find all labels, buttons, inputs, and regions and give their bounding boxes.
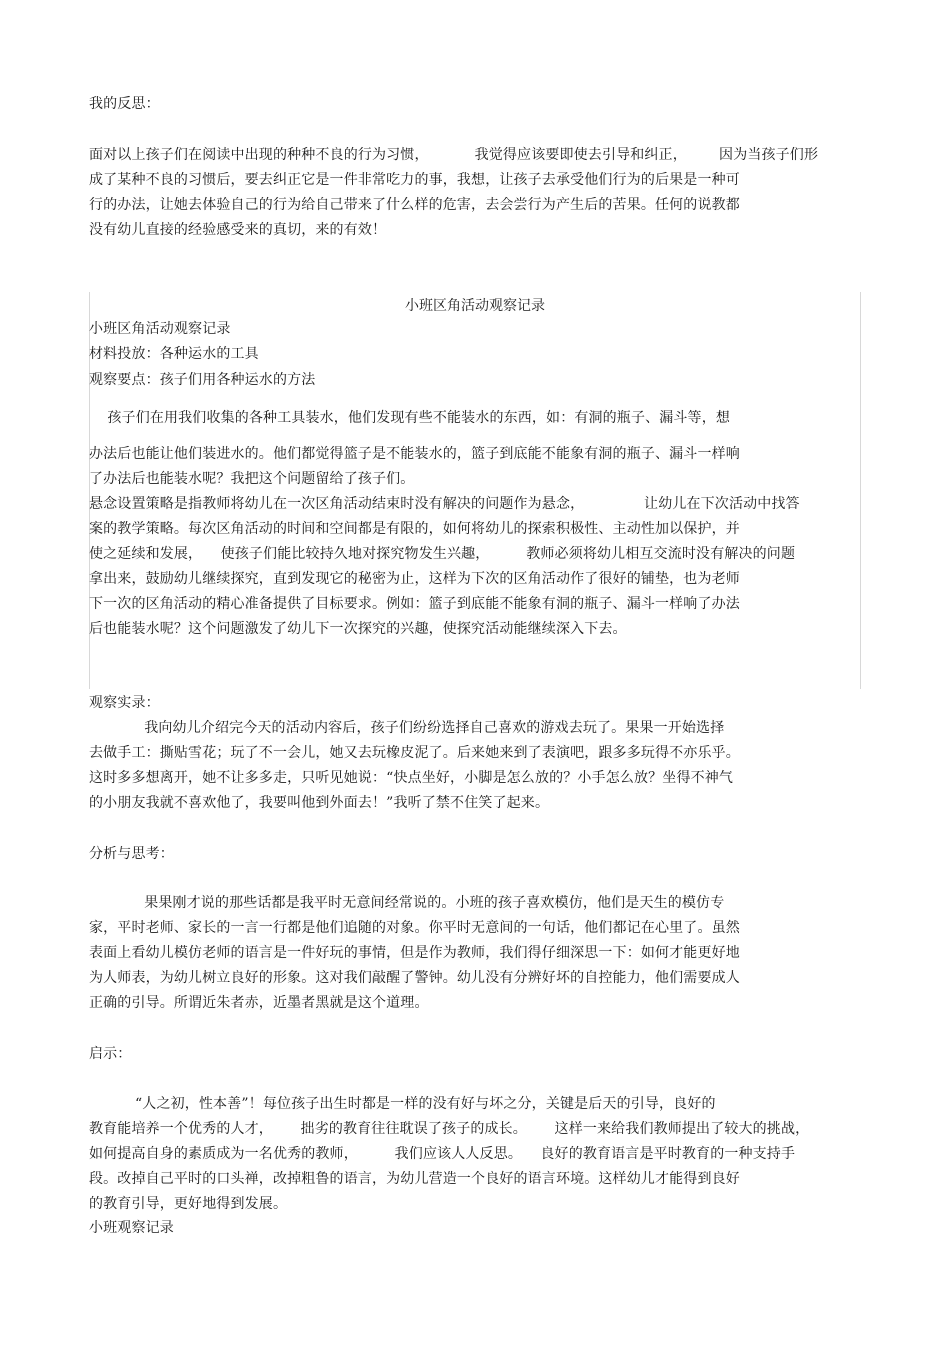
record-para-1: 孩子们在用我们收集的各种工具装水，他们发现有些不能装水的东西，如：有洞的瓶子、漏斗等，想 <box>89 410 730 426</box>
observation-line-1: 我向幼儿介绍完今天的活动内容后，孩子们纷纷选择自己喜欢的游戏去玩了。果果一开始选择 <box>89 720 725 736</box>
record-line-4: 案的教学策略。每次区角活动的时间和空间都是有限的，如何将幼儿的探索积极性、主动性加以保护，并 <box>89 521 740 537</box>
reflection-line-2: 成了某种不良的习惯后，要去纠正它是一件非常吃力的事，我想，让孩子去承受他们行为的后果是一种可 <box>89 172 740 188</box>
record-line-8: 后也能装水呢？这个问题激发了幼儿下一次探究的兴趣，使探究活动能继续深入下去。 <box>89 621 627 637</box>
analysis-line-2: 家，平时老师、家长的一言一行都是他们追随的对象。你平时无意间的一句话，他们都记在心里了。虽然 <box>89 920 740 936</box>
inspiration-line-4: 段。改掉自己平时的口头禅，改掉粗鲁的语言，为幼儿营造一个良好的语言环境。这样幼儿才能得到良好 <box>89 1171 740 1187</box>
observation-heading: 观察实录： <box>89 695 160 711</box>
analysis-line-5: 正确的引导。所谓近朱者赤，近墨者黑就是这个道理。 <box>89 995 429 1011</box>
analysis-heading: 分析与思考： <box>89 846 174 862</box>
footer-title: 小班观察记录 <box>89 1220 174 1236</box>
record-line-1: 办法后也能让他们装进水的。他们都觉得篮子是不能装水的，篮子到底能不能象有洞的瓶子、漏斗一样响 <box>89 446 740 462</box>
record-line-3: 悬念设置策略是指教师将幼儿在一次区角活动结束时没有解决的问题作为悬念， 让幼儿在下次活动中找答 <box>89 496 800 512</box>
inspiration-heading: 启示： <box>89 1046 132 1062</box>
observation-line-2: 去做手工：撕贴雪花；玩了不一会儿，她又去玩橡皮泥了。后来她来到了表演吧，跟多多玩得不亦乐乎。 <box>89 745 740 761</box>
record-line-7: 下一次的区角活动的精心准备提供了目标要求。例如：篮子到底能不能象有洞的瓶子、漏斗一样响了办法 <box>89 596 740 612</box>
record-right-rule <box>860 292 861 689</box>
reflection-line-3: 行的办法，让她去体验自己的行为给自己带来了什么样的危害，去会尝行为产生后的苦果。任何的说教都 <box>89 197 740 213</box>
inspiration-line-1: “人之初，性本善”！每位孩子出生时都是一样的没有好与坏之分，关键是后天的引导，良好的 <box>89 1096 716 1112</box>
analysis-line-3: 表面上看幼儿模仿老师的语言是一件好玩的事情，但是作为教师，我们得仔细深思一下：如何才能更好地 <box>89 945 740 961</box>
record-line-6: 拿出来，鼓励幼儿继续探究，直到发现它的秘密为止，这样为下次的区角活动作了很好的铺垫，也为老师 <box>89 571 740 587</box>
record-center-title: 小班区角活动观察记录 <box>405 298 545 314</box>
record-line-2: 了办法后也能装水呢？我把这个问题留给了孩子们。 <box>89 471 415 487</box>
inspiration-line-2: 教育能培养一个优秀的人才， 拙劣的教育往往耽误了孩子的成长。 这样一来给我们教师提出了较大的挑战， <box>89 1121 810 1137</box>
record-title: 小班区角活动观察记录 <box>89 321 231 337</box>
record-materials: 材料投放：各种运水的工具 <box>89 346 259 362</box>
inspiration-line-3: 如何提高自身的素质成为一名优秀的教师， 我们应该人人反思。 良好的教育语言是平时教育的一种支持手 <box>89 1146 796 1162</box>
analysis-line-1: 果果刚才说的那些话都是我平时无意间经常说的。小班的孩子喜欢模仿，他们是天生的模仿专 <box>89 895 725 911</box>
record-line-5: 使之延续和发展， 使孩子们能比较持久地对探究物发生兴趣， 教师必须将幼儿相互交流时没有解决的问题 <box>89 546 796 562</box>
analysis-line-4: 为人师表，为幼儿树立良好的形象。这对我们敲醒了警钟。幼儿没有分辨好坏的自控能力，他们需要成人 <box>89 970 740 986</box>
reflection-line-4: 没有幼儿直接的经验感受来的真切，来的有效！ <box>89 222 387 238</box>
inspiration-line-5: 的教育引导，更好地得到发展。 <box>89 1196 288 1212</box>
observation-line-4: 的小朋友我就不喜欢他了，我要叫他到外面去！”我听了禁不住笑了起来。 <box>89 795 550 811</box>
record-focus: 观察要点：孩子们用各种运水的方法 <box>89 372 316 388</box>
observation-line-3: 这时多多想离开，她不让多多走，只听见她说：“快点坐好，小脚是怎么放的？小手怎么放？坐得不神气 <box>89 770 734 786</box>
reflection-line-1: 面对以上孩子们在阅读中出现的种种不良的行为习惯， 我觉得应该要即使去引导和纠正， 因为当孩子们形 <box>89 147 819 163</box>
reflection-heading: 我的反思： <box>89 96 160 112</box>
